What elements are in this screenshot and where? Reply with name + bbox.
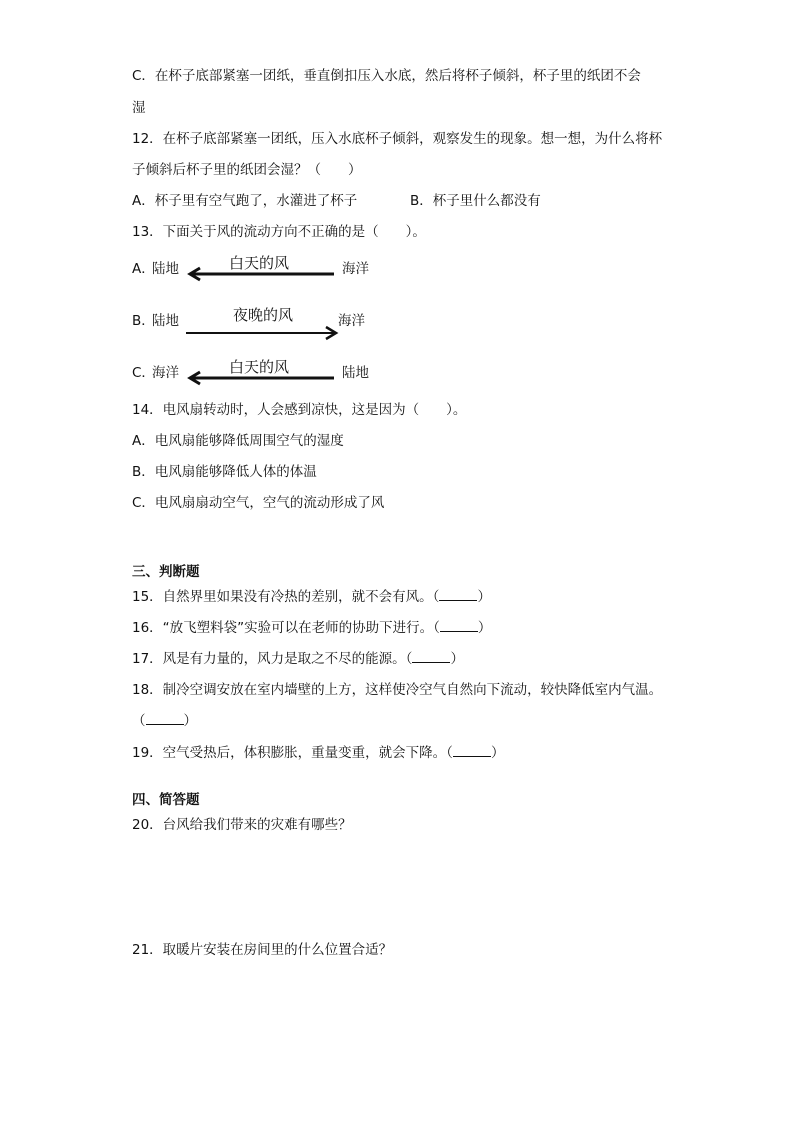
q13-option-c	[132, 358, 432, 392]
close-paren: ）	[490, 745, 505, 761]
q13-stem: 13．下面关于风的流动方向不正确的是（ ）。	[132, 224, 426, 240]
section-3-title: 三、判断题	[132, 564, 200, 580]
q14-stem: 14．电风扇转动时，人会感到凉快，这是因为（ ）。	[132, 402, 467, 418]
q11-option-c-line2: 湿	[132, 100, 146, 116]
q18-line1: 18．制冷空调安放在室内墙壁的上方，这样使冷空气自然向下流动，较快降低室内气温。	[132, 682, 663, 698]
answer-blank[interactable]	[453, 744, 491, 757]
q11-option-c-line1: C．在杯子底部紧塞一团纸，垂直倒扣压入水底，然后将杯子倾斜，杯子里的纸团不会	[132, 68, 641, 84]
close-paren: ）	[183, 713, 197, 729]
q14-option-a: A．电风扇能够降低周围空气的湿度	[132, 433, 344, 449]
close-paren: ）	[450, 651, 464, 667]
left-arrow-icon	[186, 267, 336, 281]
q13-option-b	[132, 306, 432, 340]
right-arrow-icon	[184, 326, 340, 340]
q15-text: 15．自然界里如果没有冷热的差别，就不会有风。（	[132, 589, 440, 605]
q15	[132, 588, 491, 606]
wind-destination-label: 海洋	[342, 261, 369, 277]
q12-option-b: B．杯子里什么都没有	[410, 193, 541, 209]
wind-origin-label: 海洋	[152, 365, 179, 381]
q19	[132, 744, 504, 762]
wind-caption: 白天的风	[229, 254, 290, 272]
wind-caption: 白天的风	[229, 358, 290, 376]
close-paren: ）	[477, 620, 492, 636]
answer-blank[interactable]	[146, 712, 184, 725]
wind-origin-label: 陆地	[152, 313, 179, 329]
q12-stem-line1: 12．在杯子底部紧塞一团纸，压入水底杯子倾斜，观察发生的现象。想一想，为什么将杯	[132, 131, 663, 147]
q16-text: 16．“放飞塑料袋”实验可以在老师的协助下进行。（	[132, 620, 440, 636]
answer-blank[interactable]	[412, 650, 450, 663]
wind-destination-label: 陆地	[342, 365, 369, 381]
wind-destination-label: 海洋	[338, 313, 365, 329]
q20: 20．台风给我们带来的灾难有哪些？	[132, 817, 352, 833]
option-letter: A．	[132, 261, 155, 277]
wind-caption: 夜晚的风	[233, 306, 294, 324]
option-letter: C．	[132, 365, 155, 381]
q17	[132, 650, 464, 668]
q17-text: 17．风是有力量的，风力是取之不尽的能源。（	[132, 651, 413, 667]
answer-blank[interactable]	[439, 588, 477, 601]
answer-blank[interactable]	[440, 619, 478, 632]
close-paren: ）	[477, 589, 491, 605]
left-arrow-icon	[186, 371, 336, 385]
q21: 21．取暖片安装在房间里的什么位置合适？	[132, 942, 393, 958]
q16	[132, 619, 491, 637]
q12-stem-line2: 子倾斜后杯子里的纸团会湿？（ ）	[132, 162, 362, 178]
open-paren: （	[132, 713, 146, 729]
section-4-title: 四、简答题	[132, 792, 200, 808]
q13-option-a	[132, 254, 432, 288]
q12-option-a: A．杯子里有空气跑了，水灌进了杯子	[132, 193, 358, 209]
option-letter: B．	[132, 313, 155, 329]
wind-origin-label: 陆地	[152, 261, 179, 277]
q14-option-c: C．电风扇扇动空气，空气的流动形成了风	[132, 495, 385, 511]
q18-line2	[132, 712, 197, 730]
q14-option-b: B．电风扇能够降低人体的体温	[132, 464, 317, 480]
q19-text: 19．空气受热后，体积膨胀，重量变重，就会下降。（	[132, 745, 453, 761]
